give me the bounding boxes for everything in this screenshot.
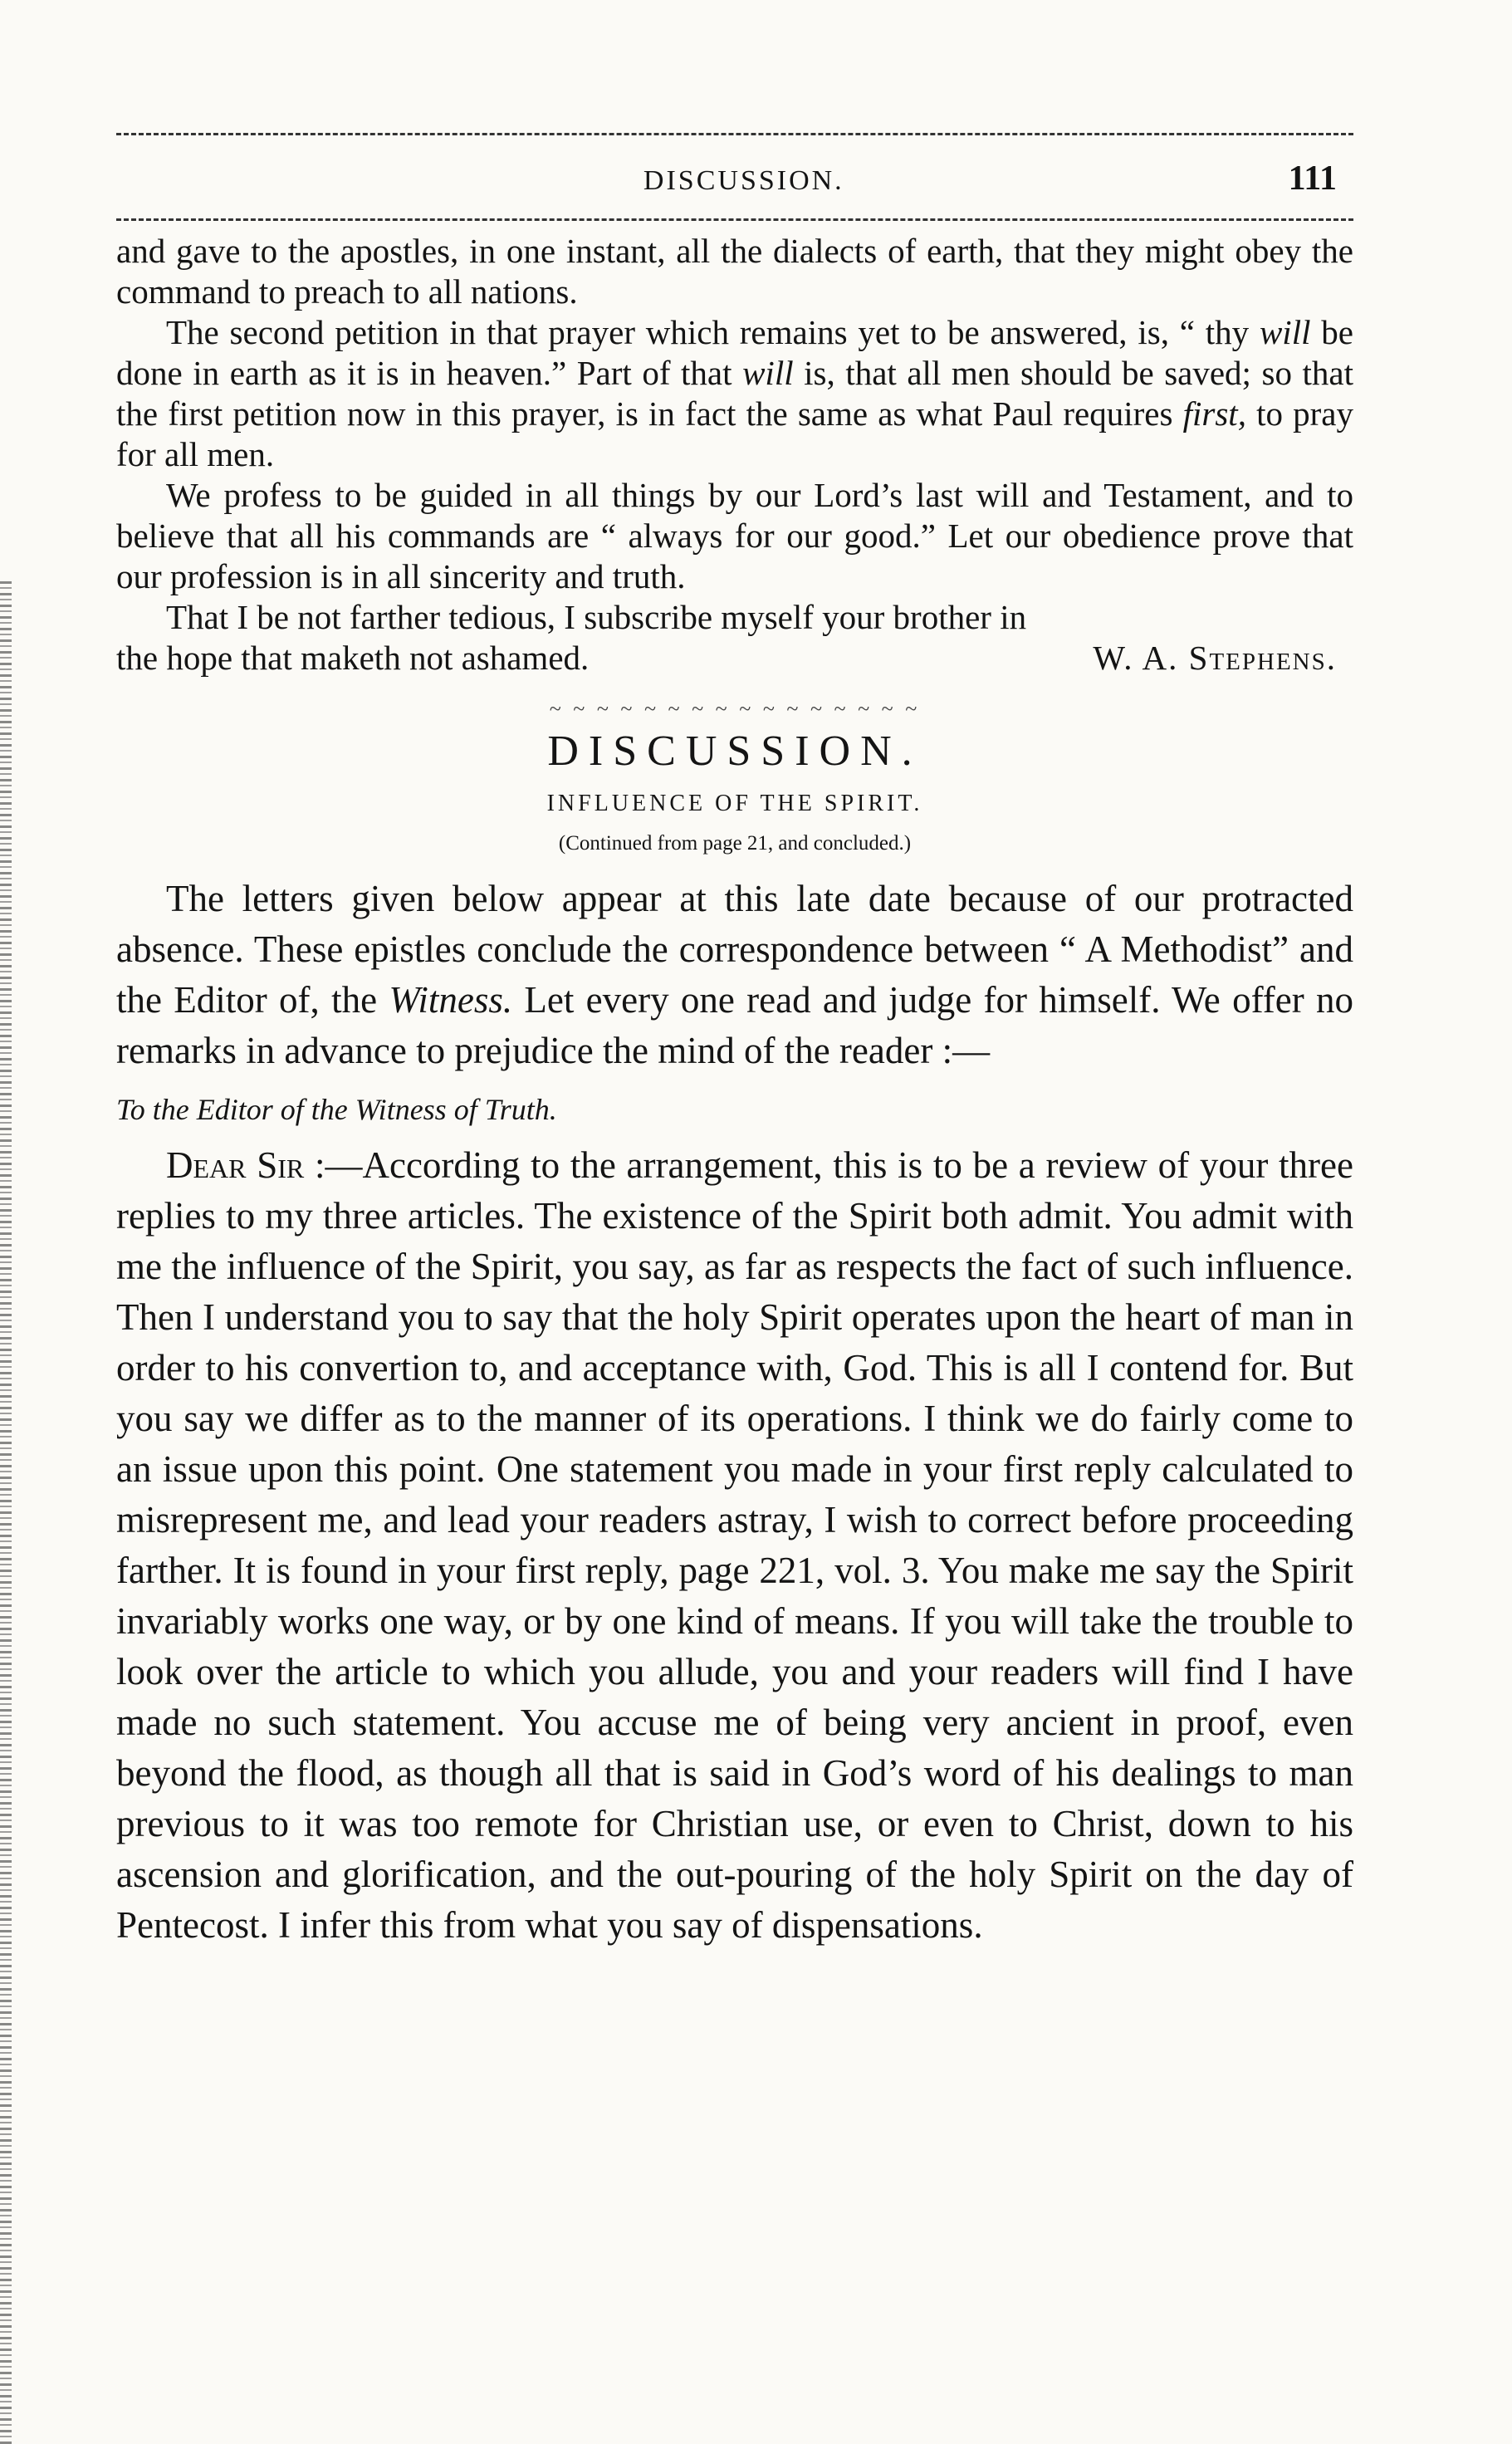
binding-edge (0, 581, 12, 2444)
italic-text: will (742, 354, 794, 392)
paragraph: and gave to the apostles, in one instant, all the dialects of earth, that they might obey the command to preach to all nations. (116, 232, 1353, 311)
running-head-title: DISCUSSION. (643, 165, 844, 196)
italic-text: Witness. (389, 979, 513, 1021)
italic-text: first, (1182, 394, 1246, 433)
page-number: 111 (1288, 159, 1337, 198)
text-run: The second petition in that prayer which remains yet to be answered, is, “ thy (166, 313, 1260, 351)
text-run: be done in earth as it is in heaven.” Part of that (116, 313, 1353, 392)
text-run: :—According to the arrangement, this is to be a review of your three replies to my three articles. The existence of the Spirit both admit. You admit with me the influence of the Spirit, you say, as far as respects the fact of such influence. Then I understand you to say that the holy Spirit operates upon the heart of man in order to his convertion to, and acceptance with, God. This is all I contend for. But you say we differ as to the manner of its operations. I think we do fairly come to an issue upon this point. One statement you made in your first reply calculated to misrepresent me, and lead your readers astray, I wish to correct before proceeding farther. It is found in your first reply, page 221, vol. 3. You make me say the Spirit invariably works one way, or by one kind of means. If you will take the trouble to look over the article to which you allude, you and your readers will find I have made no such statement. You accuse me of being very ancient in proof, even beyond the flood, as though all that is said in God’s word of his dealings to man previous to it was too remote for Christian use, or even to Christ, down to his ascension and glorification, and the out-pouring of the holy Spirit on the day of Pentecost. I infer this from what you say of dispensations. (116, 1144, 1353, 1946)
italic-text: will (1259, 313, 1311, 351)
closing-text: the hope that maketh not ashamed. (116, 639, 590, 677)
book-page (116, 133, 1353, 1951)
letter-paragraph (116, 1140, 1353, 1951)
section-title: DISCUSSION. (547, 727, 922, 775)
text-run: Let every one read and judge for himself. We offer no remarks in advance to prejudice the mind of the reader :— (116, 979, 1353, 1071)
discussion-body (116, 874, 1353, 1951)
ornamental-divider: ~ ~ ~ ~ ~ ~ ~ ~ ~ ~ ~ ~ ~ ~ ~ ~ (549, 697, 921, 721)
running-head (116, 135, 1353, 218)
text-run: is, that all men should be saved; so that the first petition now in this prayer, is in fact the same as what Paul requires (116, 354, 1354, 433)
signature: W. A. Stephens. (1093, 639, 1337, 677)
paragraph: We profess to be guided in all things by our Lord’s last will and Testament, and to believe that all his commands are “ always for our good.” Let our obedience prove that our profession is in all sincerity and truth. (116, 476, 1353, 595)
section-subtitle: INFLUENCE OF THE SPIRIT. (546, 791, 923, 816)
paragraph (116, 312, 1353, 475)
paragraph: That I be not farther tedious, I subscribe myself your brother in (166, 598, 1027, 636)
continued-note: (Continued from page 21, and concluded.) (558, 832, 912, 855)
text-run: The letters given below appear at this late date because of our protracted absence. These epistles conclude the correspondence between “ A Methodist” and the Editor of, the (116, 878, 1353, 1021)
text-run: to pray for all men. (116, 394, 1353, 473)
head-rule (116, 218, 1353, 221)
intro-paragraph (116, 874, 1353, 1076)
signoff-line (116, 638, 1353, 678)
salutation: To the Editor of the Witness of Truth. (116, 1093, 557, 1126)
previous-letter (116, 231, 1353, 678)
dear-sir: Dear Sir (166, 1144, 305, 1186)
